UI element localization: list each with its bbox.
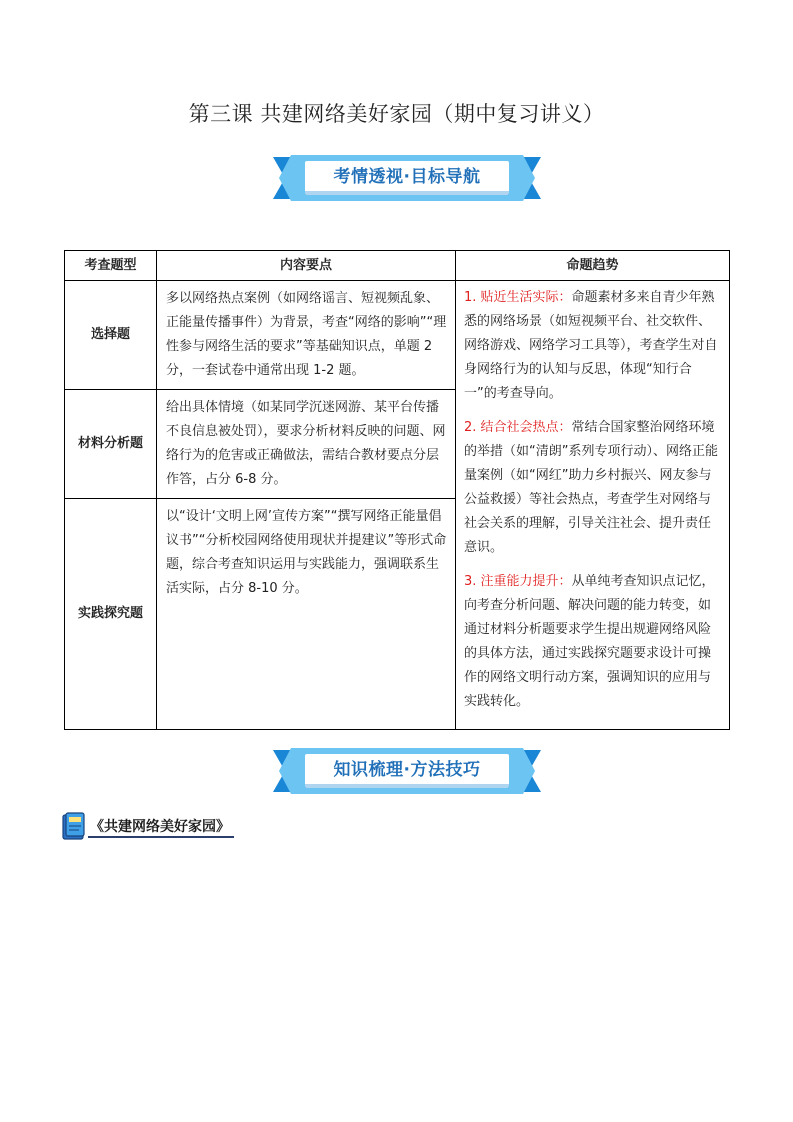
table-header-row xyxy=(65,251,730,281)
row-content: 以“设计‘文明上网’宣传方案”“撰写网络正能量倡议书”“分析校园网络使用现状并提建议”等形式命题，综合考查知识运用与实践能力，强调联系生活实际，占分 8-10 分。 xyxy=(157,499,456,730)
banner-title: 知识梳理·方法技巧 xyxy=(333,760,481,780)
trend-label: 3. 注重能力提升： xyxy=(464,574,572,589)
trend-cell xyxy=(456,281,730,730)
table-row xyxy=(65,281,730,390)
trend-text: 从单纯考查知识点记忆，向考查分析问题、解决问题的能力转变，如通过材料分析题要求学生提出规避网络风险的具体方法，通过实践探究题要求设计可操作的网络文明行动方案，强调知识的应用与实践转化。 xyxy=(464,574,715,709)
row-type: 材料分析题 xyxy=(65,390,157,499)
trend-label: 2. 结合社会热点： xyxy=(464,420,572,435)
row-type: 选择题 xyxy=(65,281,157,390)
header-content-points: 内容要点 xyxy=(157,251,456,281)
trend-text: 常结合国家整治网络环境的举措（如“清朗”系列专项行动）、网络正能量案例（如“网红”助力乡村振兴、网友参与公益救援）等社会热点，考查学生对网络与社会关系的理解，引导关注社会、提升责任意识。 xyxy=(464,420,718,555)
trend-item xyxy=(464,570,721,714)
page-title: 第三课 共建网络美好家园（期中复习讲义） xyxy=(188,102,605,126)
section-banner-exam-overview xyxy=(273,155,541,201)
row-content: 给出具体情境（如某同学沉迷网游、某平台传播不良信息被处罚），要求分析材料反映的问题、网络行为的危害或正确做法，需结合教材要点分层作答，占分 6-8 分。 xyxy=(157,390,456,499)
section-banner-knowledge xyxy=(273,748,541,794)
banner-title: 考情透视·目标导航 xyxy=(333,167,481,187)
trend-item xyxy=(464,416,721,560)
header-question-type: 考查题型 xyxy=(65,251,157,281)
row-content: 多以网络热点案例（如网络谣言、短视频乱象、正能量传播事件）为背景，考查“网络的影响”“理性参与网络生活的要求”等基础知识点，单题 2 分，一套试卷中通常出现 1-2 题。 xyxy=(157,281,456,390)
book-icon xyxy=(62,812,88,840)
header-trend: 命题趋势 xyxy=(456,251,730,281)
trend-item xyxy=(464,286,721,406)
lesson-title: 《共建网络美好家园》 xyxy=(90,819,230,835)
heading-underline xyxy=(88,836,234,838)
exam-analysis-table xyxy=(64,250,730,730)
row-type: 实践探究题 xyxy=(65,499,157,730)
trend-label: 1. 贴近生活实际： xyxy=(464,290,572,305)
trend-text: 命题素材多来自青少年熟悉的网络场景（如短视频平台、社交软件、网络游戏、网络学习工具等），考查学生对自身网络行为的认知与反思，体现“知行合一”的考查导向。 xyxy=(464,290,718,401)
